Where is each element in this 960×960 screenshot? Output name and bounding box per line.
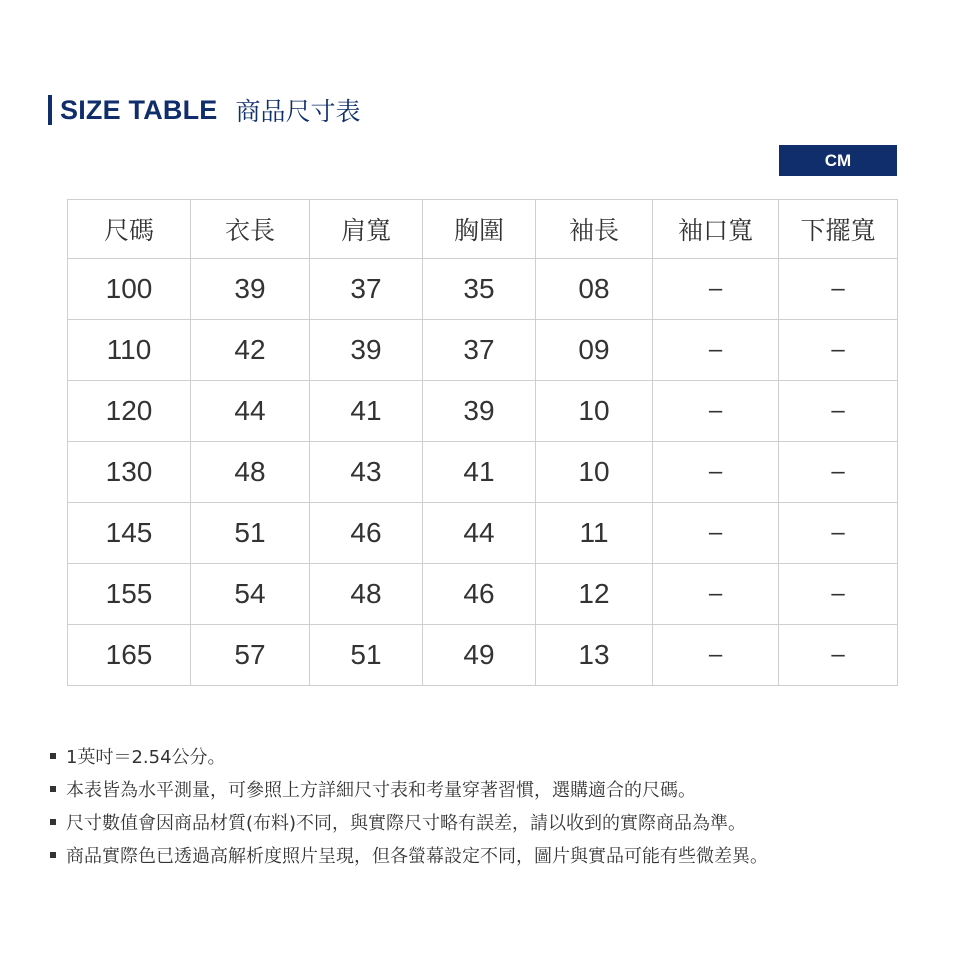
table-cell: –	[779, 259, 898, 320]
table-cell: 10	[536, 381, 653, 442]
column-header-shoulder: 肩寬	[310, 200, 423, 259]
table-cell: 46	[423, 564, 536, 625]
table-cell: 41	[310, 381, 423, 442]
table-cell: –	[653, 564, 779, 625]
table-cell: –	[653, 503, 779, 564]
table-row	[68, 259, 898, 320]
table-cell: –	[779, 442, 898, 503]
table-cell: 49	[423, 625, 536, 686]
table-row	[68, 564, 898, 625]
table-cell: 39	[191, 259, 310, 320]
table-cell: 41	[423, 442, 536, 503]
table-cell: 155	[68, 564, 191, 625]
table-cell: 54	[191, 564, 310, 625]
table-row	[68, 442, 898, 503]
table-header-row	[68, 200, 898, 259]
table-cell: –	[653, 381, 779, 442]
table-cell: 51	[191, 503, 310, 564]
title-accent-bar	[48, 95, 52, 125]
bullet-square-icon	[50, 819, 56, 825]
table-cell: 09	[536, 320, 653, 381]
table-cell: 120	[68, 381, 191, 442]
table-cell: 39	[423, 381, 536, 442]
table-cell: 35	[423, 259, 536, 320]
table-row	[68, 381, 898, 442]
table-cell: 57	[191, 625, 310, 686]
table-cell: –	[779, 564, 898, 625]
table-cell: –	[653, 259, 779, 320]
list-item	[48, 840, 768, 873]
page-title	[48, 94, 361, 126]
table-cell: 42	[191, 320, 310, 381]
table-cell: 100	[68, 259, 191, 320]
note-text: 尺寸數值會因商品材質(布料)不同，與實際尺寸略有誤差，請以收到的實際商品為準。	[66, 813, 747, 834]
table-cell: 39	[310, 320, 423, 381]
table-cell: –	[779, 381, 898, 442]
table-cell: 46	[310, 503, 423, 564]
column-header-cuff: 袖口寬	[653, 200, 779, 259]
notes-list	[48, 741, 768, 873]
table-cell: 12	[536, 564, 653, 625]
table-row	[68, 320, 898, 381]
size-table	[67, 199, 898, 686]
table-cell: 13	[536, 625, 653, 686]
table-row	[68, 625, 898, 686]
bullet-square-icon	[50, 786, 56, 792]
bullet-square-icon	[50, 753, 56, 759]
table-cell: 48	[191, 442, 310, 503]
list-item	[48, 807, 768, 840]
table-cell: 51	[310, 625, 423, 686]
table-cell: 44	[423, 503, 536, 564]
table-cell: 165	[68, 625, 191, 686]
table-cell: 110	[68, 320, 191, 381]
table-cell: 44	[191, 381, 310, 442]
table-cell: –	[779, 503, 898, 564]
table-cell: 11	[536, 503, 653, 564]
table-cell: –	[779, 625, 898, 686]
table-cell: 130	[68, 442, 191, 503]
table-cell: –	[653, 320, 779, 381]
table-cell: 37	[310, 259, 423, 320]
note-text: 1英吋＝2.54公分。	[66, 747, 226, 768]
title-english: SIZE TABLE	[60, 94, 218, 125]
table-row	[68, 503, 898, 564]
table-cell: 43	[310, 442, 423, 503]
column-header-size: 尺碼	[68, 200, 191, 259]
table-cell: –	[653, 625, 779, 686]
table-cell: 08	[536, 259, 653, 320]
unit-badge: CM	[779, 145, 897, 176]
list-item	[48, 741, 768, 774]
column-header-length: 衣長	[191, 200, 310, 259]
list-item	[48, 774, 768, 807]
note-text: 本表皆為水平測量，可參照上方詳細尺寸表和考量穿著習慣，選購適合的尺碼。	[66, 780, 696, 801]
table-cell: –	[653, 442, 779, 503]
bullet-square-icon	[50, 852, 56, 858]
table-cell: 145	[68, 503, 191, 564]
column-header-sleeve: 袖長	[536, 200, 653, 259]
note-text: 商品實際色已透過高解析度照片呈現，但各螢幕設定不同，圖片與實品可能有些微差異。	[66, 846, 768, 867]
table-cell: 37	[423, 320, 536, 381]
title-chinese: 商品尺寸表	[235, 97, 361, 126]
table-cell: 10	[536, 442, 653, 503]
table-cell: 48	[310, 564, 423, 625]
table-cell: –	[779, 320, 898, 381]
column-header-chest: 胸圍	[423, 200, 536, 259]
column-header-hem: 下擺寬	[779, 200, 898, 259]
